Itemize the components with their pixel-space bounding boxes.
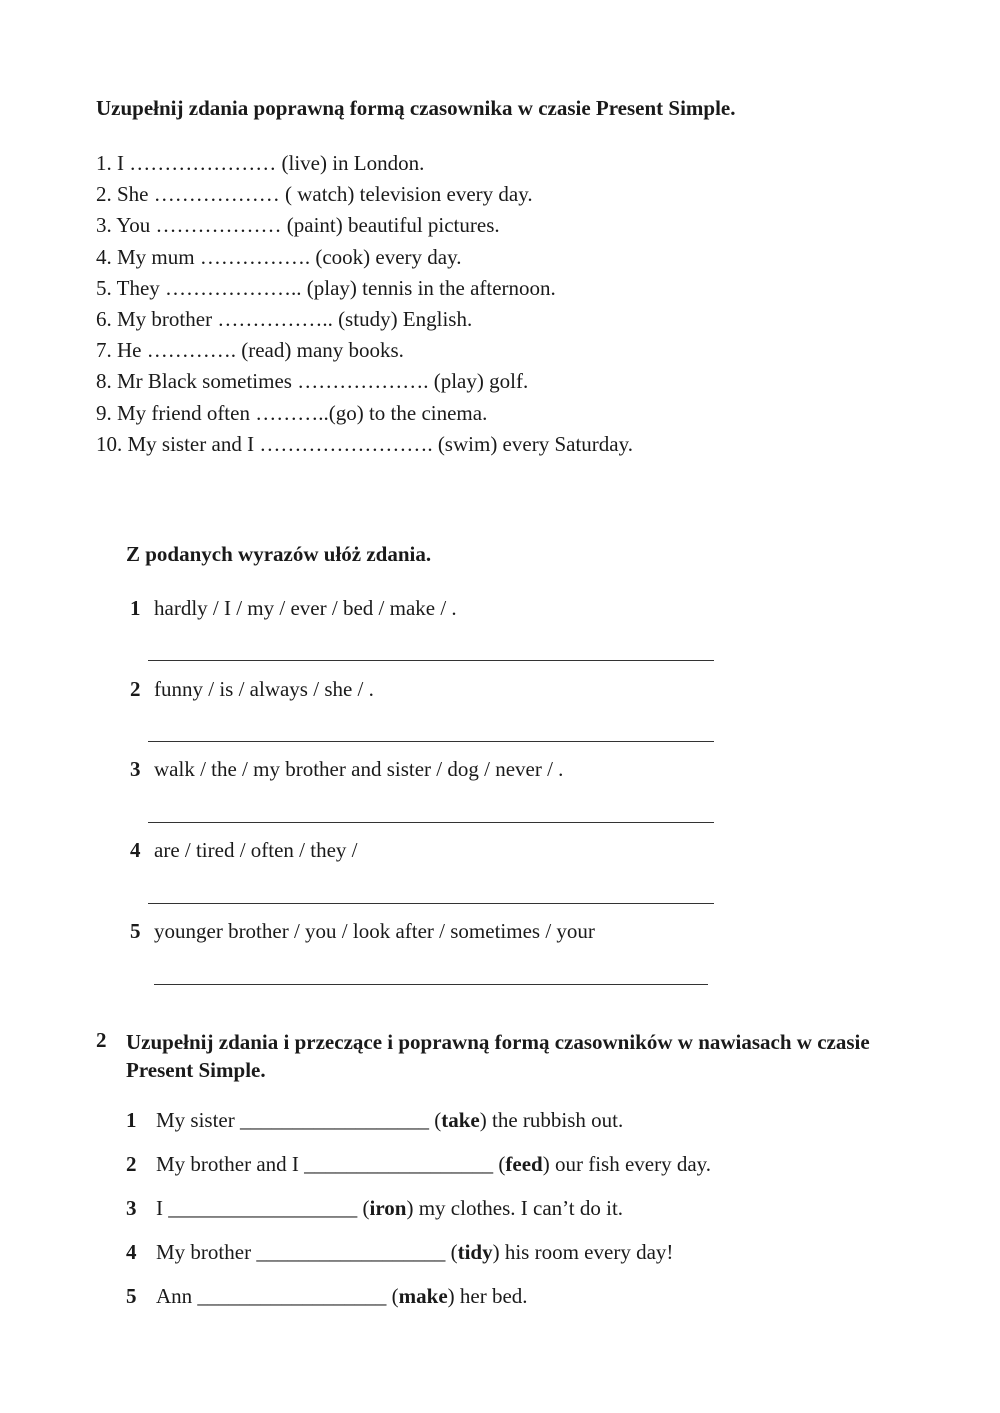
item-number: 1 bbox=[126, 1108, 137, 1132]
exercise1-item: 8. Mr Black sometimes ………………. (play) golf. bbox=[96, 369, 529, 394]
exercise3-title: Uzupełnij zdania i przeczące i poprawną formą czasowników w nawiasach w czasie Present Simple. bbox=[126, 1030, 870, 1082]
scramble-words: are / tired / often / they / bbox=[154, 838, 358, 862]
scramble-words: funny / is / always / she / . bbox=[154, 677, 374, 701]
scramble-item bbox=[130, 677, 374, 702]
sentence-start: My sister bbox=[156, 1108, 235, 1132]
exercise1-item: 1. I ………………… (live) in London. bbox=[96, 151, 425, 175]
verb-hint: take bbox=[441, 1108, 480, 1132]
scramble-item bbox=[130, 838, 358, 863]
paren-open: ( bbox=[391, 1284, 399, 1308]
exercise1-item: 5. They ……………….. (play) tennis in the afternoon. bbox=[96, 275, 556, 300]
scramble-item bbox=[130, 757, 563, 782]
paren-open: ( bbox=[362, 1196, 370, 1220]
fill-item bbox=[126, 1284, 528, 1309]
scramble-words: walk / the / my brother and sister / dog / never / . bbox=[154, 757, 564, 781]
paren-open: ( bbox=[498, 1152, 506, 1176]
item-number: 3 bbox=[130, 757, 141, 781]
fill-item bbox=[126, 1240, 673, 1265]
blank[interactable]: __________________ bbox=[256, 1240, 446, 1264]
item-number: 4 bbox=[130, 838, 141, 862]
item-number: 3 bbox=[126, 1196, 137, 1220]
paren-close: ) bbox=[542, 1152, 550, 1176]
exercise1-title: Uzupełnij zdania poprawną formą czasownika w czasie Present Simple. bbox=[96, 96, 736, 120]
paren-open: ( bbox=[450, 1240, 458, 1264]
sentence-end: the rubbish out. bbox=[486, 1108, 624, 1132]
item-number: 1 bbox=[130, 596, 141, 620]
exercise2-title: Z podanych wyrazów ułóż zdania. bbox=[126, 542, 432, 566]
sentence-start: My brother bbox=[156, 1240, 252, 1264]
paren-close: ) bbox=[492, 1240, 500, 1264]
exercise1-item: 7. He …………. (read) many books. bbox=[96, 338, 404, 363]
exercise1-list bbox=[96, 148, 633, 460]
fill-item bbox=[126, 1196, 623, 1221]
sentence-start: My brother and I bbox=[156, 1152, 299, 1176]
sentence-end: our fish every day. bbox=[549, 1152, 712, 1176]
item-number: 5 bbox=[126, 1284, 137, 1308]
item-number: 2 bbox=[130, 677, 141, 701]
paren-close: ) bbox=[406, 1196, 414, 1220]
verb-hint: tidy bbox=[457, 1240, 493, 1264]
sentence-end: her bed. bbox=[454, 1284, 528, 1308]
answer-line[interactable] bbox=[148, 741, 714, 742]
verb-hint: make bbox=[398, 1284, 448, 1308]
paren-open: ( bbox=[434, 1108, 442, 1132]
paren-close: ) bbox=[479, 1108, 487, 1132]
blank[interactable]: __________________ bbox=[240, 1108, 429, 1132]
scramble-item bbox=[130, 919, 595, 944]
sentence-start: Ann bbox=[156, 1284, 193, 1308]
verb-hint: iron bbox=[369, 1196, 407, 1220]
answer-line[interactable] bbox=[154, 984, 708, 985]
sentence-start: I bbox=[156, 1196, 163, 1220]
scramble-words: hardly / I / my / ever / bed / make / . bbox=[154, 596, 457, 620]
sentence-end: my clothes. I can’t do it. bbox=[413, 1196, 624, 1220]
exercise1-item: 9. My friend often ………..(go) to the cinema. bbox=[96, 400, 488, 425]
fill-item bbox=[126, 1152, 711, 1177]
exercise1-item: 10. My sister and I ……………………. (swim) every Saturday. bbox=[96, 431, 633, 456]
answer-line[interactable] bbox=[148, 822, 714, 823]
item-number: 4 bbox=[126, 1240, 137, 1264]
blank[interactable]: __________________ bbox=[304, 1152, 494, 1176]
paren-close: ) bbox=[447, 1284, 455, 1308]
verb-hint: feed bbox=[505, 1152, 543, 1176]
blank[interactable]: __________________ bbox=[197, 1284, 387, 1308]
blank[interactable]: __________________ bbox=[168, 1196, 358, 1220]
exercise1-item: 4. My mum ……………. (cook) every day. bbox=[96, 244, 462, 269]
scramble-item bbox=[130, 596, 457, 621]
scramble-words: younger brother / you / look after / sometimes / your bbox=[154, 919, 595, 943]
exercise1-item: 3. You ……………… (paint) beautiful pictures. bbox=[96, 213, 500, 238]
exercise1-item: 6. My brother …………….. (study) English. bbox=[96, 307, 473, 332]
item-number: 5 bbox=[130, 919, 141, 943]
exercise1-item: 2. She ……………… ( watch) television every day. bbox=[96, 182, 533, 207]
answer-line[interactable] bbox=[148, 660, 714, 661]
sentence-end: his room every day! bbox=[499, 1240, 674, 1264]
fill-item bbox=[126, 1108, 623, 1133]
exercise3-number: 2 bbox=[96, 1028, 107, 1052]
item-number: 2 bbox=[126, 1152, 137, 1176]
answer-line[interactable] bbox=[148, 903, 714, 904]
